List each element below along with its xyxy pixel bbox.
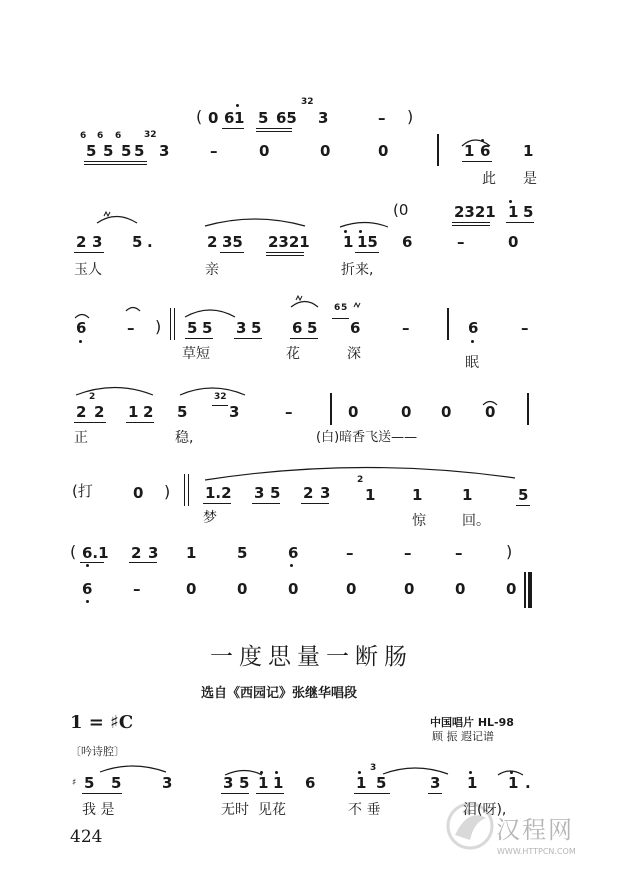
grace-note: 2 [89, 392, 96, 402]
key-signature: 1 = ♯C [70, 712, 134, 733]
note: 3 [229, 403, 240, 421]
note: 0 [441, 403, 452, 421]
note: 5 [111, 774, 122, 792]
paren-close: ) [164, 482, 171, 501]
note: 0 [508, 233, 519, 251]
note: 2 [76, 403, 87, 421]
lyric: 折来, [341, 262, 374, 278]
note: 5 [86, 142, 97, 160]
note: 1 [234, 109, 245, 127]
song-subtitle: 选自《西园记》张继华唱段 [201, 686, 358, 701]
note: 1 [273, 774, 284, 792]
ornament-icon [104, 212, 110, 216]
note: 3 [223, 774, 234, 792]
note: 2 [207, 233, 218, 251]
note: 5 [518, 486, 529, 504]
note: 0 [378, 142, 389, 160]
slur [291, 302, 318, 308]
song-title: 一度思量一断肠 [210, 644, 413, 670]
note: 5 [187, 319, 198, 337]
note: 1 [508, 774, 519, 792]
ornament-icon [354, 303, 360, 307]
note: 0 [133, 484, 144, 502]
paren-open: ( [196, 107, 203, 126]
lyric: 回。 [462, 513, 490, 529]
lyric: 稳, [175, 430, 194, 446]
slur [100, 766, 166, 772]
dash: – [521, 319, 529, 337]
fermata-icon [126, 308, 140, 312]
note: 0 [404, 580, 415, 598]
note: 5 [258, 109, 269, 127]
note: 5 [84, 774, 95, 792]
lyric: 是 [523, 171, 537, 187]
slur [205, 219, 305, 226]
lyric: 玉人 [74, 262, 102, 278]
note: 0 [186, 580, 197, 598]
sharp-icon: ♯ [72, 778, 77, 788]
note: 2 [143, 403, 154, 421]
intro-start: (0 [393, 201, 409, 219]
lyric: 泪(呀), [463, 802, 507, 818]
watermark-text: 汉程网 [496, 816, 574, 844]
note: 5 [376, 774, 387, 792]
note: 2321 [268, 233, 310, 251]
page-number: 424 [70, 827, 103, 847]
dot: . [147, 233, 153, 251]
record-label: 中国唱片 HL-98 [430, 716, 514, 729]
lyric: 无时 [221, 802, 249, 818]
dash: – [127, 319, 135, 337]
note: 5 [132, 233, 143, 251]
lyric: 我 是 [82, 802, 115, 818]
note: 6 [350, 319, 361, 337]
note: 0 [485, 403, 496, 421]
note: 6 [292, 319, 303, 337]
spoken-text: (白)暗香飞送—— [316, 430, 418, 445]
note: 1 [128, 403, 139, 421]
note: 5 [177, 403, 188, 421]
note: 1 [356, 774, 367, 792]
lyric: 花 [286, 346, 300, 362]
note: 6 [305, 774, 316, 792]
note: 1 [365, 486, 376, 504]
note: 1 [508, 203, 519, 221]
note: 0 [237, 580, 248, 598]
note: 2321 [454, 203, 496, 221]
note: 3 [148, 544, 159, 562]
dash: – [346, 544, 354, 562]
grace-note: 32 [214, 392, 227, 402]
note: 5 [270, 484, 281, 502]
slur [180, 388, 245, 395]
lyric: 梦 [203, 510, 217, 526]
note: 1 [258, 774, 269, 792]
note: 5 [239, 774, 250, 792]
note: 3 [254, 484, 265, 502]
note: 35 [222, 233, 243, 251]
dash: – [402, 319, 410, 337]
note: 1 [412, 486, 423, 504]
note: 0 [320, 142, 331, 160]
final-barline [524, 572, 526, 608]
ornament-icon [296, 296, 302, 300]
dash: – [404, 544, 412, 562]
note: 0 [288, 580, 299, 598]
slur [76, 388, 153, 396]
note: 5 [103, 142, 114, 160]
paren-close: ) [407, 107, 414, 126]
grace-note: 6 [115, 131, 122, 141]
slur [97, 217, 137, 224]
note: 3 [430, 774, 441, 792]
dot: . [525, 774, 531, 792]
lyric: 亲 [205, 262, 219, 278]
grace-note: 2 [357, 475, 364, 485]
slur [340, 223, 388, 228]
note: 5 [251, 319, 262, 337]
note: 6 [82, 580, 93, 598]
note: 0 [455, 580, 466, 598]
lyric: 见花 [258, 802, 286, 818]
note: 0 [401, 403, 412, 421]
slur [185, 310, 235, 317]
grace-note: 3 [370, 763, 377, 773]
grace-note: 6 [334, 303, 341, 313]
note: 0 [259, 142, 270, 160]
note: 2 [94, 403, 105, 421]
lyric: 深 [347, 346, 361, 362]
dash: – [285, 403, 293, 421]
lyric: 眠 [465, 355, 479, 371]
lyric: 草短 [182, 346, 210, 362]
lyric: 惊 [412, 513, 426, 529]
note: 2 [303, 484, 314, 502]
note: 5 [121, 142, 132, 160]
note: 5 [523, 203, 534, 221]
dash: – [133, 580, 141, 598]
note: 3 [320, 484, 331, 502]
note: 1 [186, 544, 197, 562]
note: 3 [236, 319, 247, 337]
note: 6.1 [82, 544, 109, 562]
cue: (打 [72, 482, 93, 500]
note: 2 [131, 544, 142, 562]
note: 1 [343, 233, 354, 251]
note: 1 [523, 142, 534, 160]
note: 0 [348, 403, 359, 421]
note: 5 [237, 544, 248, 562]
note: 3 [159, 142, 170, 160]
note: 1 [464, 142, 475, 160]
lyric: 此 [482, 171, 496, 187]
dash: – [210, 142, 218, 160]
note: 6 [224, 109, 235, 127]
note: 5 [134, 142, 145, 160]
note: 6 [402, 233, 413, 251]
note: 5 [202, 319, 213, 337]
note: 3 [162, 774, 173, 792]
note: 6 [76, 319, 87, 337]
note: 2 [76, 233, 87, 251]
note: 15 [357, 233, 378, 251]
dash: – [378, 109, 386, 127]
note: 1.2 [205, 484, 232, 502]
note: 6 [288, 544, 299, 562]
note: 0 [208, 109, 219, 127]
lyric: 正 [74, 430, 88, 446]
fermata-icon [75, 315, 89, 319]
paren-open: ( [70, 542, 77, 561]
note: 1 [467, 774, 478, 792]
note: 65 [276, 109, 297, 127]
grace-note: 6 [80, 131, 87, 141]
note: 5 [307, 319, 318, 337]
style-marker: 〔吟诗腔〕 [70, 745, 125, 758]
watermark-url: WWW.HTTPCN.COM [497, 847, 576, 856]
note: 0 [346, 580, 357, 598]
note: 6 [468, 319, 479, 337]
note: 6 [480, 142, 491, 160]
note: 3 [318, 109, 329, 127]
paren-close: ) [155, 317, 162, 336]
dash: – [457, 233, 465, 251]
paren-close: ) [506, 542, 513, 561]
grace-note: 5 [341, 303, 348, 313]
note: 0 [506, 580, 517, 598]
transcriber: 顾 振 遐记谱 [432, 730, 494, 743]
note: 3 [92, 233, 103, 251]
note: 1 [462, 486, 473, 504]
dash: – [455, 544, 463, 562]
grace-note: 6 [97, 131, 104, 141]
grace-note: 32 [144, 130, 157, 140]
lyric: 不 垂 [348, 802, 381, 818]
grace-note: 32 [301, 97, 314, 107]
